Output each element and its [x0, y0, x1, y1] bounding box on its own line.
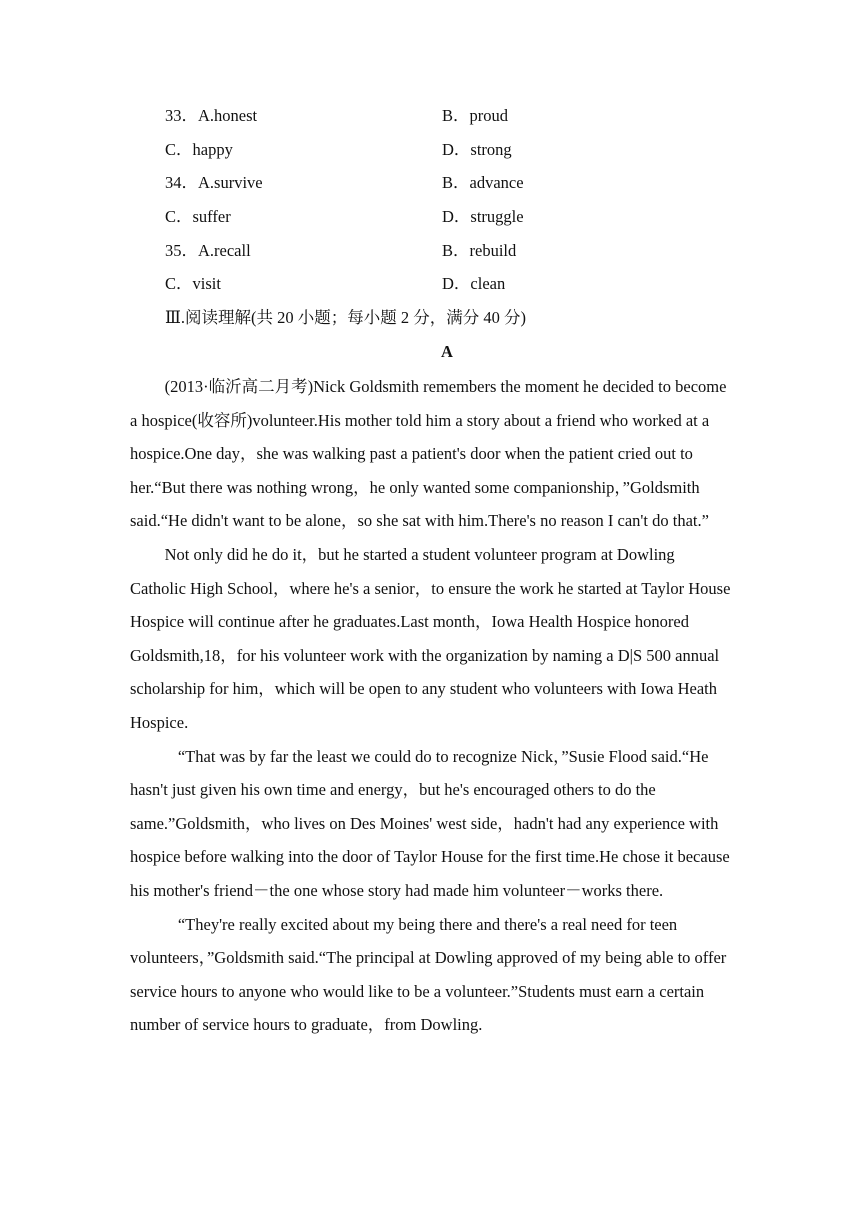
section-heading: Ⅲ.阅读理解(共 20 小题；每小题 2 分，满分 40 分)	[165, 308, 527, 327]
option-35-b: B．rebuild	[442, 241, 517, 260]
option-row-34	[0, 171, 860, 195]
paragraph-3: “That was by far the least we could do to recognize Nick，”Susie Flood said.“He hasn't just given his own time and energy，but he's encouraged others to do the same.”Goldsmith，who lives on Des Moines' west side，hadn't had any experience with hospice before walking into the door of Taylor House for the first time.He chose it because his mother's friend－the one whose story had made him volunteer－works there.	[130, 746, 730, 900]
passage-title: A	[441, 342, 453, 361]
option-34-b: B．advance	[442, 173, 524, 192]
option-row-35-cd	[0, 272, 860, 296]
option-33-b: B．proud	[442, 106, 508, 125]
option-row-35	[0, 239, 860, 263]
option-33-d: D．strong	[442, 140, 512, 159]
option-35-d: D．clean	[442, 274, 506, 293]
option-34-a: 34．A.survive	[165, 173, 263, 192]
option-row-33	[0, 104, 860, 128]
paragraph-1: (2013·临沂高二月考)Nick Goldsmith remembers the moment he decided to become a hospice(收容所)volunteer.His mother told him a story about a friend who worked at a hospice.One day，she was walking past a patient's door when the patient cried out to her.“But there was nothing wrong，he only wanted some companionship，”Goldsmith said.“He didn't want to be alone，so she sat with him.There's no reason I can't do that.”	[130, 377, 727, 531]
paragraph-2: Not only did he do it，but he started a student volunteer program at Dowling Catholic High School，where he's a senior，to ensure the work he started at Taylor House Hospice will continue after he graduates.Last month，Iowa Health Hospice honored Goldsmith,18，for his volunteer work with the organization by naming a D|S 500 annual scholarship for him，which will be open to any student who volunteers with Iowa Heath Hospice.	[130, 544, 731, 732]
reading-passage	[130, 370, 732, 1042]
option-35-c: C．visit	[165, 274, 221, 293]
option-34-d: D．struggle	[442, 207, 524, 226]
paragraph-4: “They're really excited about my being there and there's a real need for teen volunteers，”Goldsmith said.“The principal at Dowling approved of my being able to offer service hours to anyone who would like to be a volunteer.”Students must earn a certain number of service hours to graduate，from Dowling.	[130, 914, 727, 1035]
option-35-a: 35．A.recall	[165, 241, 251, 260]
option-row-33-cd	[0, 138, 860, 162]
option-34-c: C．suffer	[165, 207, 231, 226]
option-row-34-cd	[0, 205, 860, 229]
option-33-c: C．happy	[165, 140, 233, 159]
option-33-a: 33．A.honest	[165, 106, 258, 125]
